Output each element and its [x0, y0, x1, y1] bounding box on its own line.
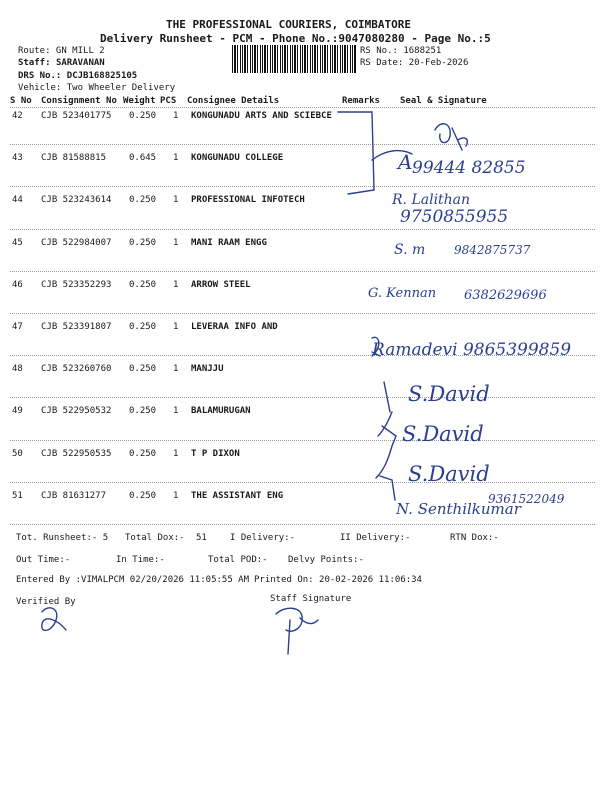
delvy-points: Delvy Points:-: [288, 555, 364, 565]
col-pcs: PCS: [160, 96, 177, 106]
i-delivery: I Delivery:-: [230, 533, 296, 543]
entered-by: Entered By :VIMALPCM 02/20/2026 11:05:55 AM: [16, 575, 249, 585]
printed-on: Printed On: 20-02-2026 11:06:34: [254, 575, 422, 585]
total-dox-label: Total Dox:-: [125, 533, 185, 543]
row-pcs: 1: [173, 406, 179, 417]
rs-date: RS Date: 20-Feb-2026: [360, 58, 469, 68]
row-consignee: KONGUNADU COLLEGE: [191, 153, 284, 164]
row-weight: 0.250: [129, 406, 157, 417]
runsheet-subtitle: Delivery Runsheet - PCM - Phone No.:9047080280 - Page No.:5: [100, 32, 491, 45]
handwritten-name: S. m: [394, 242, 426, 258]
in-time: In Time:-: [116, 555, 165, 565]
row-consignment-no: CJB 522950535: [41, 448, 112, 459]
row-sno: 42: [12, 111, 23, 121]
row-pcs: 1: [173, 322, 179, 332]
row-weight: 0.645: [129, 153, 157, 164]
row-weight: 0.250: [129, 111, 157, 121]
total-pod: Total POD:-: [208, 555, 268, 565]
row-weight: 0.250: [129, 195, 157, 206]
row-consignee: KONGUNADU ARTS AND SCIEBCE: [191, 111, 332, 121]
col-weight: Weight: [123, 96, 156, 106]
handwritten-name-phone: Ramadevi 9865399859: [372, 340, 572, 360]
row-consignment-no: CJB 81631277: [41, 490, 107, 501]
col-consignee: Consignee Details: [187, 96, 280, 106]
staff-signature-label: Staff Signature: [270, 594, 352, 604]
row-sno: 48: [12, 364, 23, 375]
row-weight: 0.250: [129, 490, 157, 501]
row-sno: 49: [12, 406, 23, 417]
row-consignment-no: CJB 522984007: [41, 237, 112, 248]
row-consignee: BALAMURUGAN: [191, 406, 251, 417]
row-weight: 0.250: [129, 279, 157, 290]
handwritten-phone: 9750855955: [400, 207, 509, 227]
row-pcs: 1: [173, 111, 179, 121]
handwritten-phone: 9361522049: [488, 492, 565, 506]
row-consignment-no: CJB 522950532: [41, 406, 112, 417]
handwritten-name: S.David: [408, 382, 490, 406]
row-consignee: T P DIXON: [191, 448, 240, 459]
row-pcs: 1: [173, 448, 179, 459]
row-pcs: 1: [173, 364, 179, 375]
handwritten-name: G. Kennan: [368, 286, 437, 301]
row-sno: 45: [12, 237, 23, 248]
row-consignee: MANJJU: [191, 364, 224, 375]
row-sno: 44: [12, 195, 23, 206]
handwritten-initial: A: [398, 150, 413, 174]
row-consignee: ARROW STEEL: [191, 279, 251, 290]
row-weight: 0.250: [129, 448, 157, 459]
row-pcs: 1: [173, 490, 179, 501]
total-dox-value: 51: [196, 533, 207, 543]
row-consignment-no: CJB 523401775: [41, 111, 112, 121]
verified-by-label: Verified By: [16, 597, 76, 607]
row-consignment-no: CJB 523352293: [41, 279, 112, 290]
drs-value: DCJB168825105: [66, 71, 138, 81]
rs-number: RS No.: 1688251: [360, 46, 442, 56]
row-sno: 47: [12, 322, 23, 332]
rtn-dox: RTN Dox:-: [450, 533, 499, 543]
out-time: Out Time:-: [16, 555, 71, 565]
row-consignee: THE ASSISTANT ENG: [191, 490, 284, 501]
staff-label: Staff:: [18, 58, 51, 68]
vehicle-label: Vehicle: Two Wheeler Delivery: [18, 83, 176, 93]
drs-label: DRS No.:: [18, 71, 62, 81]
ii-delivery: II Delivery:-: [340, 533, 411, 543]
route-label: Route: GN MILL 2: [18, 46, 105, 56]
row-consignee: LEVERAA INFO AND: [191, 322, 278, 332]
row-sno: 51: [12, 490, 23, 501]
row-consignment-no: CJB 523260760: [41, 364, 112, 375]
staff-value: SARAVANAN: [55, 58, 105, 68]
company-title: THE PROFESSIONAL COURIERS, COIMBATORE: [166, 18, 412, 31]
col-consignment: Consignment No: [41, 96, 117, 106]
row-consignment-no: CJB 523243614: [41, 195, 112, 206]
row-pcs: 1: [173, 195, 179, 206]
row-sno: 46: [12, 279, 23, 290]
row-sno: 43: [12, 153, 23, 164]
row-weight: 0.250: [129, 322, 157, 332]
row-pcs: 1: [173, 279, 179, 290]
row-weight: 0.250: [129, 237, 157, 248]
row-consignment-no: CJB 523391807: [41, 322, 112, 332]
row-consignee: MANI RAAM ENGG: [191, 237, 267, 248]
col-sno: S No: [10, 96, 32, 106]
row-weight: 0.250: [129, 364, 157, 375]
handwritten-phone: 99444 82855: [412, 158, 526, 178]
col-remarks: Remarks: [342, 96, 380, 106]
tot-runsheet: Tot. Runsheet:- 5: [16, 533, 109, 543]
row-sno: 50: [12, 448, 23, 459]
handwritten-name: R. Lalithan: [392, 192, 471, 208]
handwritten-name: N. Senthilkumar: [396, 500, 521, 518]
row-pcs: 1: [173, 237, 179, 248]
handwritten-phone: 9842875737: [454, 243, 531, 257]
col-signature: Seal & Signature: [400, 96, 487, 106]
row-pcs: 1: [173, 153, 179, 164]
handwritten-name: S.David: [402, 422, 484, 446]
row-consignee: PROFESSIONAL INFOTECH: [191, 195, 305, 206]
row-consignment-no: CJB 81588815: [41, 153, 107, 164]
handwritten-phone: 6382629696: [464, 288, 547, 303]
handwritten-name: S.David: [408, 462, 490, 486]
